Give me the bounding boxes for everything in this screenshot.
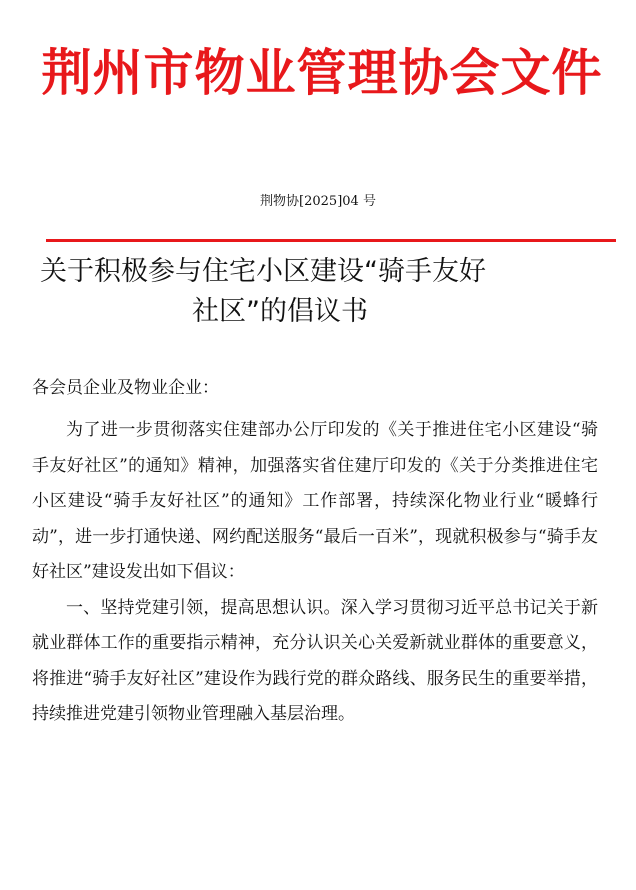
paragraph-point-1: 一、坚持党建引领，提高思想认识。深入学习贯彻习近平总书记关于新就业群体工作的重要指示精神，充分认识关心关爱新就业群体的重要意义，将推进“骑手友好社区”建设作为践行党的群众路线、服务民生的重要举措，持续推进党建引领物业管理融入基层治理。	[32, 597, 598, 724]
document-number: 荆物协[2025]04 号	[260, 194, 376, 209]
masthead-title: 荆州市物业管理协会文件	[41, 44, 603, 102]
red-divider	[46, 239, 616, 242]
document-title	[20, 252, 620, 332]
paragraph-intro: 为了进一步贯彻落实住建部办公厅印发的《关于推进住宅小区建设“骑手友好社区”的通知》精神，加强落实省住建厅印发的《关于分类推进住宅小区建设“骑手友好社区”的通知》工作部署，持续深化物业行业“暖蜂行动”，进一步打通快递、网约配送服务“最后一百米”，现就积极参与“骑手友好社区”建设发出如下倡议：	[32, 420, 598, 582]
title-line-1: 关于积极参与住宅小区建设“骑手友好	[40, 256, 486, 287]
document-body	[32, 413, 598, 733]
title-line-2: 社区”的倡议书	[192, 296, 368, 327]
salutation: 各会员企业及物业企业：	[32, 378, 219, 398]
